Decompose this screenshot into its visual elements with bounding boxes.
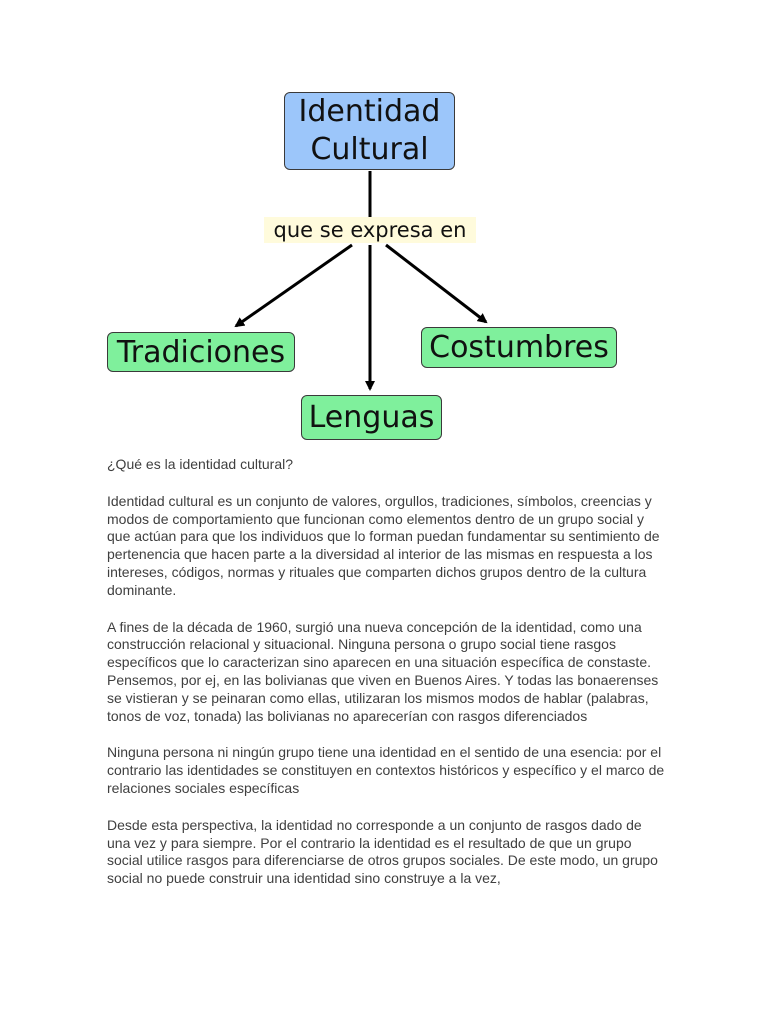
concept-map — [0, 0, 768, 450]
arrow-to-tradiciones — [236, 245, 352, 326]
concept-node-tradiciones: Tradiciones — [107, 332, 295, 372]
question-heading: ¿Qué es la identidad cultural? — [107, 456, 293, 472]
paragraph: Identidad cultural es un conjunto de valores, orgullos, tradiciones, símbolos, creencias y modos de comportamiento que funcionan como elementos dentro de un grupo social y que actúan para que los individuos que lo forman puedan fundamentar su sentimiento de pertenencia que hacen parte a la diversidad al interior de las mismas en respuesta a los intereses, códigos, normas y rituales que comparten dichos grupos dentro de la cultura dominante. — [107, 492, 660, 598]
concept-node-lenguas: Lenguas — [301, 395, 442, 440]
paragraph: Ninguna persona ni ningún grupo tiene una identidad en el sentido de una esencia: por el contrario las identidades se constituyen en contextos históricos y específico y el marco de relaciones sociales específicas — [107, 744, 665, 796]
paragraph: A fines de la década de 1960, surgió una nueva concepción de la identidad, como una construcción relacional y situacional. Ninguna persona o grupo social tiene rasgos específicos que lo caracterizan sino aparecen en una situación específica de constaste. Pensemos, por ej, en las bolivianas que viven en Buenos Aires. Y todas las bonaerenses se vistieran y se peinaran como ellas, utilizaran los mismos modos de hablar (palabras, tonos de voz, tonada) las bolivianas no aparecerían con rasgos diferenciados — [107, 618, 659, 724]
linking-phrase: que se expresa en — [264, 217, 476, 243]
concept-node-identidad-cultural: Identidad Cultural — [284, 92, 455, 170]
document-body — [107, 456, 667, 907]
arrow-to-costumbres — [386, 245, 486, 322]
paragraph: Desde esta perspectiva, la identidad no corresponde a un conjunto de rasgos dado de una vez y para siempre. Por el contrario la identidad es el resultado de que un grupo social utilice rasgos para diferenciarse de otros grupos sociales. De este modo, un grupo social no puede construir una identidad sino construye a la vez, — [107, 816, 658, 887]
concept-node-costumbres: Costumbres — [421, 327, 617, 368]
